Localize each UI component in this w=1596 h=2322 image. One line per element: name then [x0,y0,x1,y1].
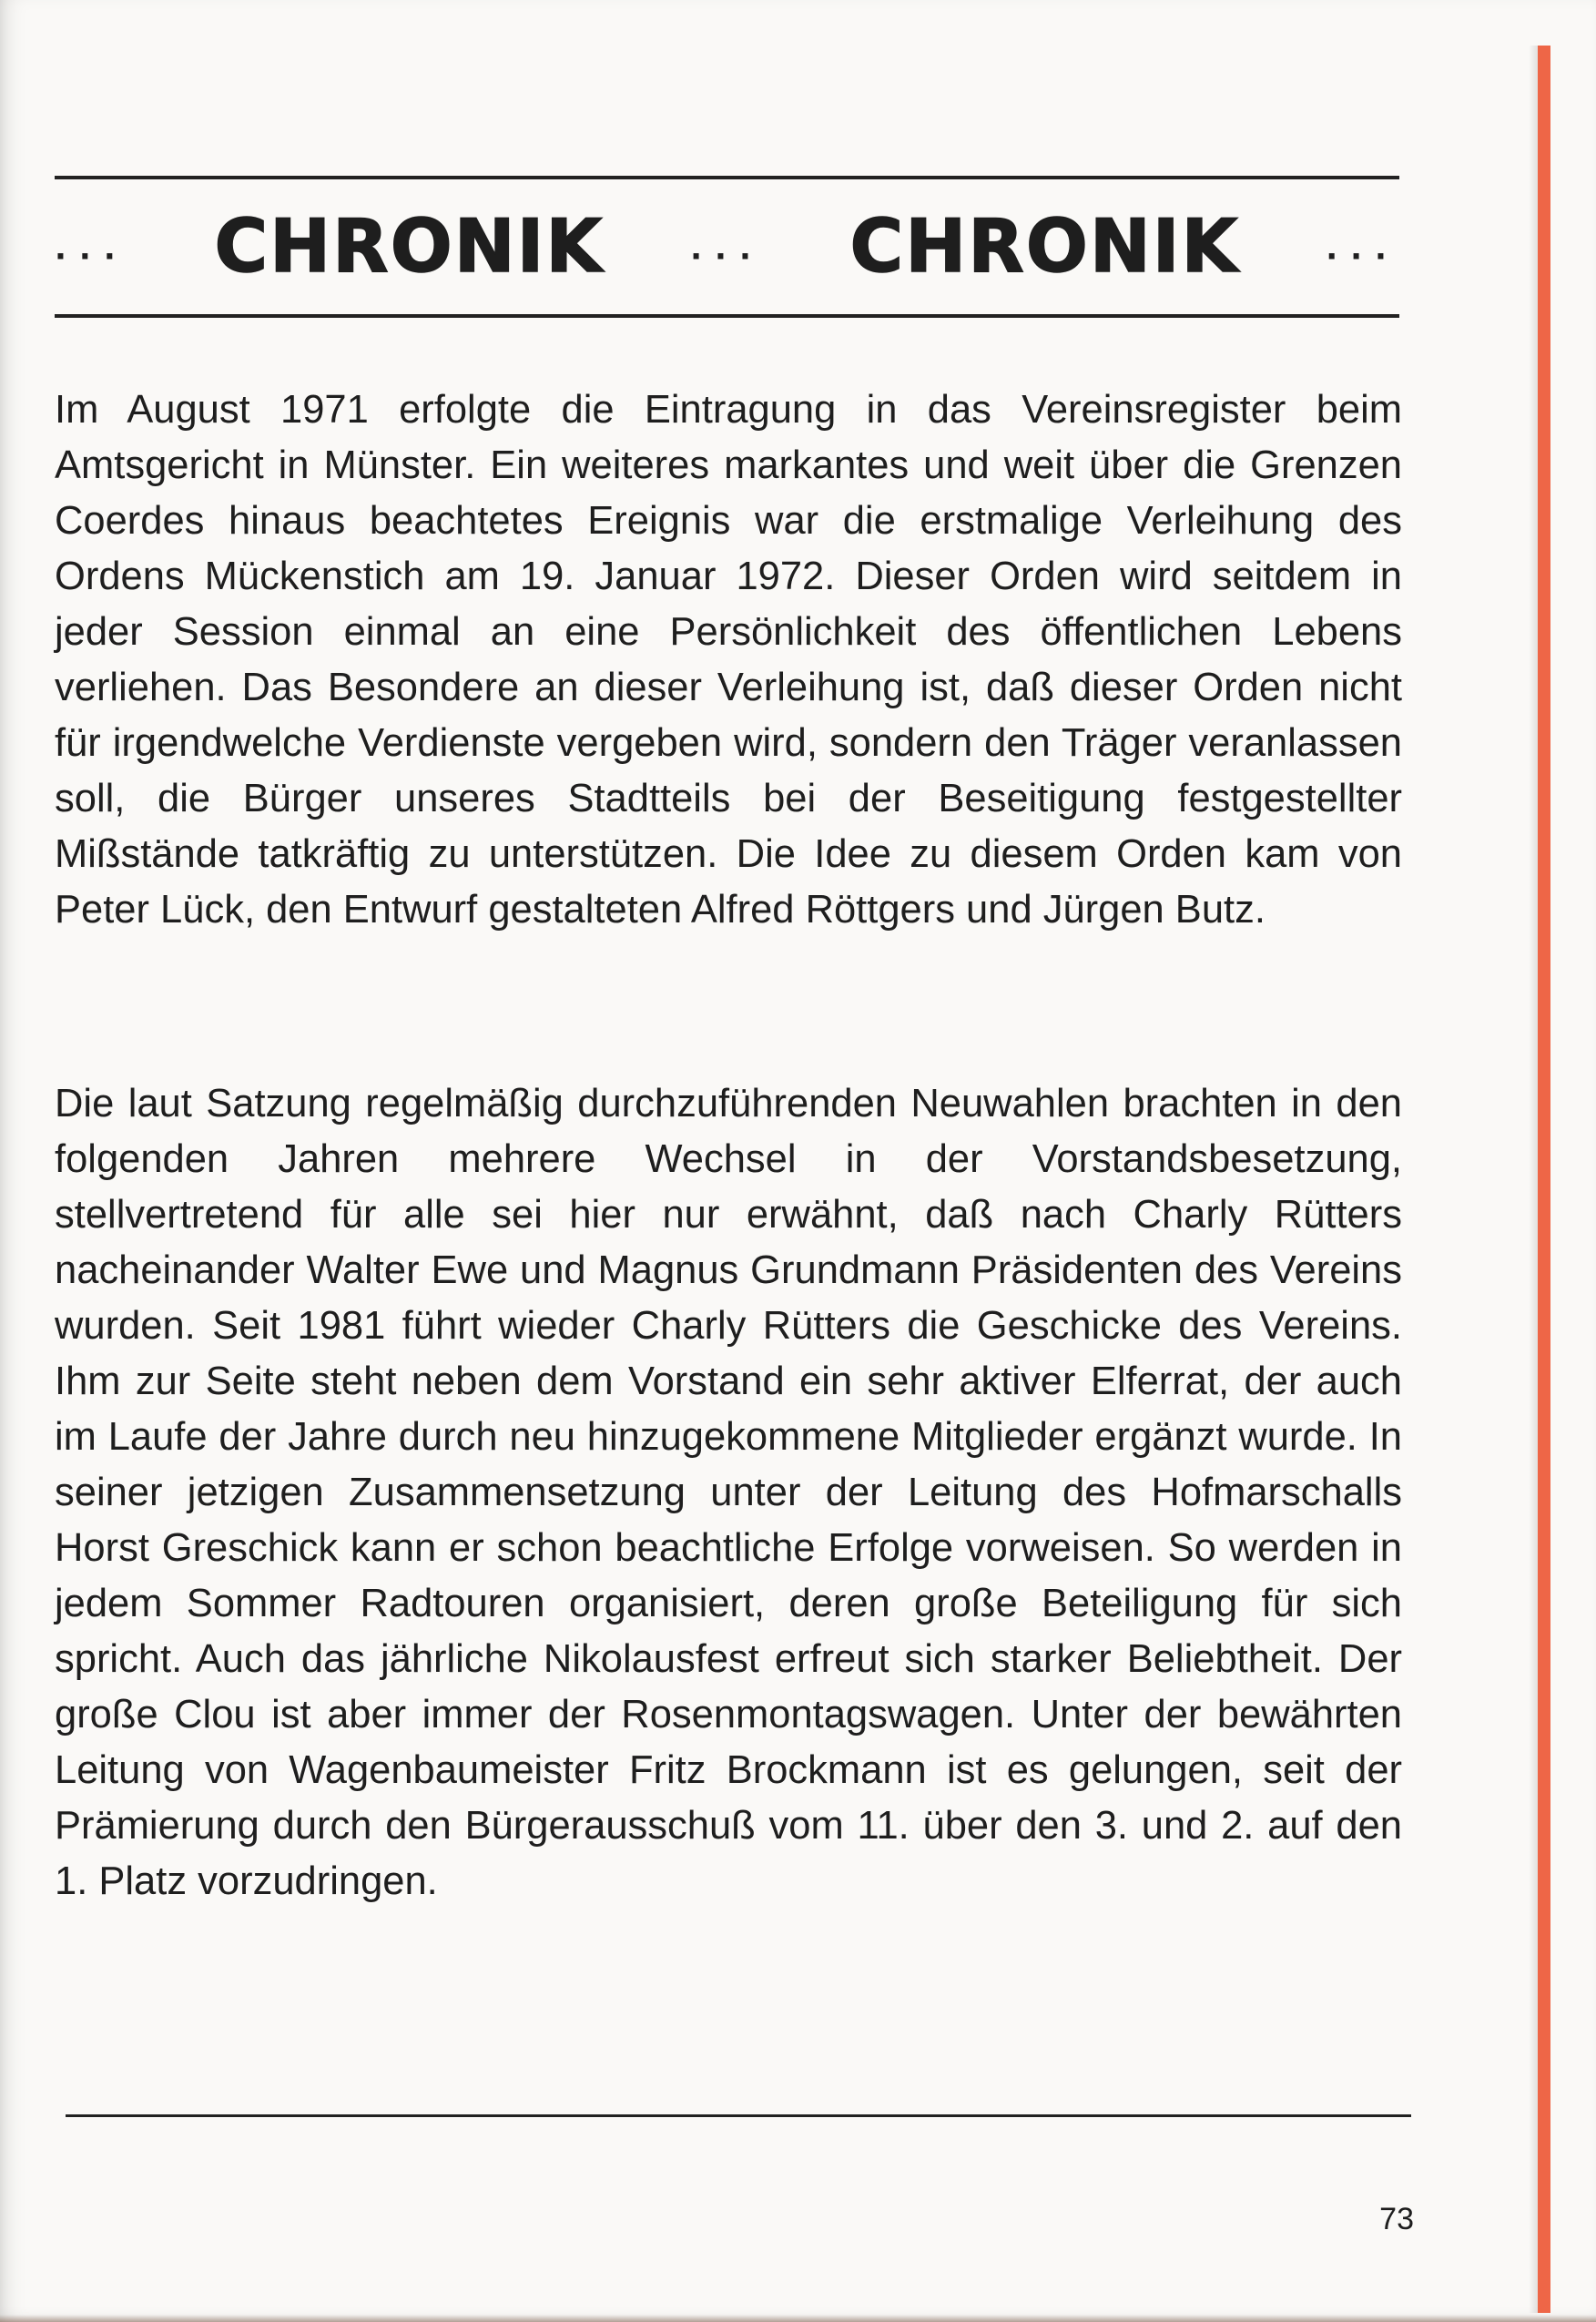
page-number: 73 [1379,2202,1414,2236]
footer-rule [66,2114,1411,2117]
chapter-heading [55,187,1399,305]
heading-word-first: CHRONIK [214,203,605,289]
paragraph-2: Die laut Satzung regelmäßig durchzuführenden Neuwahlen brachten in den folgenden Jahren mehrere Wechsel in der Vorstandsbesetzung, stellvertretend für alle sei hier nur erwähnt, daß nach Charly Rütters nacheinander Walter Ewe und Magnus Grundmann Präsidenten des Vereins wurden. Seit 1981 führt wieder Charly Rütters die Geschicke des Vereins. Ihm zur Seite steht neben dem Vorstand ein sehr aktiver Elferrat, der auch im Laufe der Jahre durch neu hinzugekommene Mitglieder ergänzt wurde. In seiner jetzigen Zusammensetzung unter der Leitung des Hofmarschalls Horst Greschick kann er schon beachtliche Erfolge vorweisen. So werden in jedem Sommer Radtouren organisiert, deren große Beteiligung für sich spricht. Auch das jährliche Nikolausfest erfreut sich starker Beliebtheit. Der große Clou ist aber immer der Rosenmontagswagen. Unter der bewährten Leitung von Wagenbaumeister Fritz Brockmann ist es gelungen, seit der Prämierung durch den Bürgerausschuß vom 11. über den 3. und 2. auf den 1. Platz vorzudringen. [55,1082,1402,1903]
page-edge-shadow [1529,46,1538,2313]
heading-word-second: CHRONIK [849,203,1240,289]
header-rule-bottom [55,314,1399,318]
orange-page-edge [1538,46,1550,2313]
heading-dots-right: ··· [1326,239,1399,275]
paragraph-1: Im August 1971 erfolgte die Eintragung in das Vereinsregister beim Amtsgericht in Münster. Ein weiteres markantes und weit über die Grenzen Coerdes hinaus beachtetes Ereignis war die erstmalige Verleihung des Ordens Mückenstich am 19. Januar 1972. Dieser Orden wird seitdem in jeder Session einmal an eine Persönlichkeit des öffentlichen Lebens verliehen. Das Besondere an dieser Verleihung ist, daß dieser Orden nicht für irgendwelche Verdienste vergeben wird, sondern den Träger veranlassen soll, die Bürger unseres Stadtteils bei der Beseitigung festgestellter Mißstände tatkräftig zu unterstützen. Die Idee zu diesem Orden kam von Peter Lück, den Entwurf gestalteten Alfred Röttgers und Jürgen Butz. [55,388,1402,932]
heading-dots-left: ··· [55,239,128,275]
page-bottom-shadow [0,2315,1596,2322]
heading-dots-middle: ··· [690,239,764,275]
header-rule-top [55,176,1399,179]
